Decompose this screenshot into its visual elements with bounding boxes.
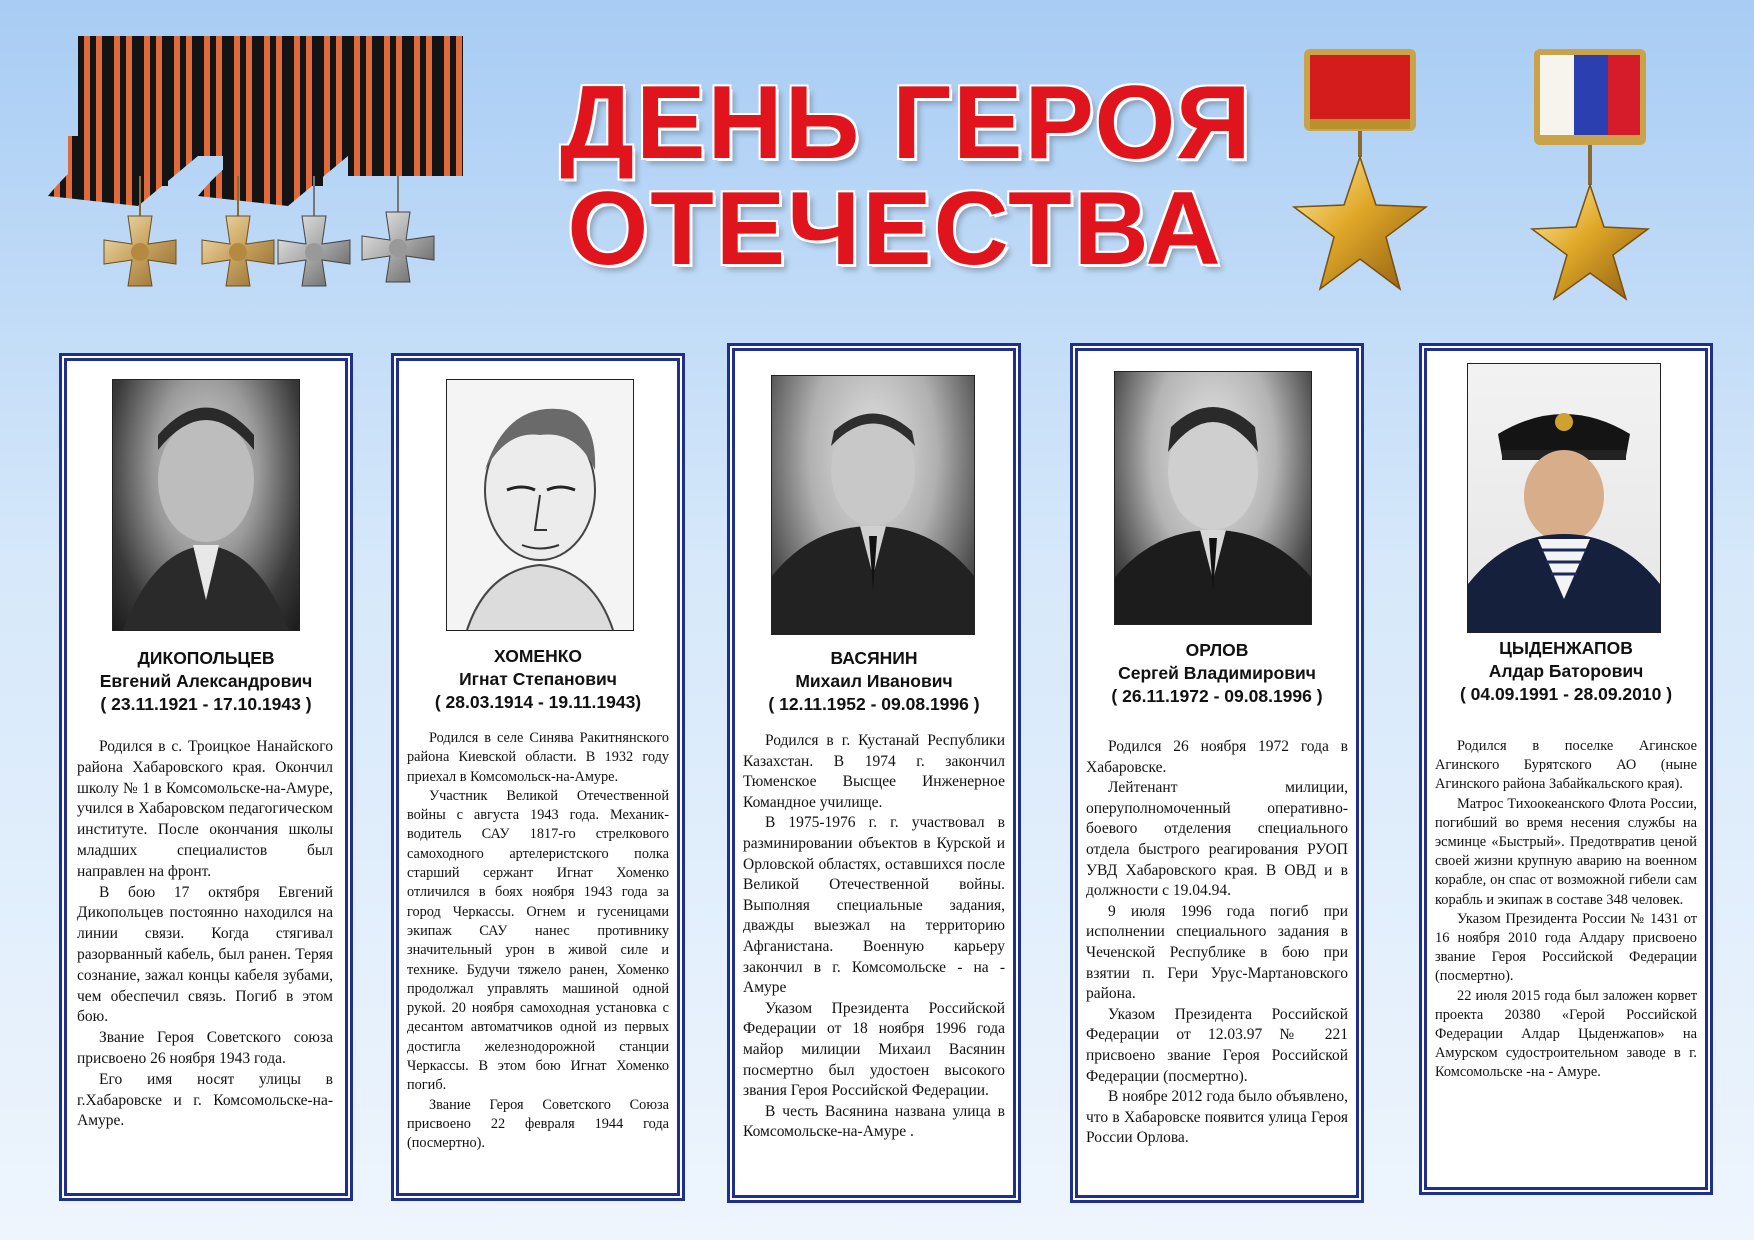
- bio-paragraph: Лейтенант милиции, оперуполномоченный оперативно-боевого отделения специального отдела быстрого реагирования РУОП УВД Хабаровского края. В ОВД и в должности с 19.04.94.: [1086, 779, 1348, 900]
- title-line-2: ОТЕЧЕСТВА: [567, 171, 1223, 287]
- bio-paragraph: В бою 17 октября Евгений Дикопольцев постоянно находился на линии связи. Когда стягивал разорванный кабель, был ранен. Теряя сознание, зажал концы кабеля зубами, чем обеспечил связь. Погиб в этом бою.: [77, 883, 333, 1026]
- hero-soviet-union-medal-icon: [1290, 45, 1430, 305]
- bio-paragraph: Родился 26 ноября 1972 года в Хабаровске.: [1086, 738, 1348, 776]
- hero-bio: [743, 731, 1005, 1143]
- bio-paragraph: В ноябре 2012 года было объявлено, что в Хабаровске появится улица Героя России Орлова.: [1086, 1088, 1348, 1147]
- hero-name: [1427, 637, 1705, 706]
- portrait-photo: [1114, 371, 1312, 625]
- hero-dates: ( 28.03.1914 - 19.11.1943): [434, 692, 642, 712]
- hero-dates: ( 12.11.1952 - 09.08.1996 ): [768, 694, 980, 714]
- hero-surname: ОРЛОВ: [1185, 640, 1249, 660]
- hero-given-name: Сергей Владимирович: [1118, 663, 1316, 683]
- portrait-photo: [1467, 363, 1661, 633]
- hero-dates: ( 04.09.1991 - 28.09.2010 ): [1459, 684, 1673, 704]
- hero-surname: ВАСЯНИН: [830, 648, 918, 668]
- hero-given-name: Михаил Иванович: [795, 671, 953, 691]
- hero-dates: ( 26.11.1972 - 09.08.1996 ): [1111, 686, 1323, 706]
- bio-paragraph: Указом Президента Российской Федерации от 18 ноября 1996 года майор милиции Михаил Васянин посмертно был удостоен высокого звания Героя Российской Федерации.: [743, 999, 1005, 1100]
- hero-name: [1078, 639, 1356, 708]
- bio-paragraph: 9 июля 1996 года погиб при исполнении специального задания в Чеченской Республике в бою при взятии п. Гери Урус-Мартановского района.: [1086, 902, 1348, 1003]
- bio-paragraph: В честь Васянина названа улица в Комсомольске-на-Амуре .: [743, 1102, 1005, 1141]
- hero-card-khomenko: [396, 358, 680, 1196]
- hero-surname: ЦЫДЕНЖАПОВ: [1499, 638, 1633, 658]
- bio-paragraph: Звание Героя Советского Союза присвоено 22 февраля 1944 года (посмертно).: [407, 1096, 669, 1152]
- hero-given-name: Игнат Степанович: [459, 669, 617, 689]
- hero-card-vasyanin: [732, 348, 1016, 1198]
- bio-paragraph: Родился в г. Кустанай Республики Казахстан. В 1974 г. закончил Тюменское Высщее Инженерное Командное училище.: [743, 732, 1005, 811]
- bio-paragraph: В 1975-1976 г. г. участвовал в разминировании объектов в Курской и Орловской областях, оставшихся после Великой Отечественной войны. Выполняя специальные задания, дважды выезжал на территорию Афганистана. Военную карьеру закончил в г. Комсомольске - на - Амуре: [743, 814, 1005, 997]
- hero-name: [67, 647, 345, 716]
- hero-card-tsydenzhapov: [1424, 348, 1708, 1190]
- bio-paragraph: Звание Героя Советского союза присвоено 26 ноября 1943 года.: [77, 1029, 333, 1067]
- hero-bio: [1086, 737, 1348, 1149]
- portrait-photo: [771, 375, 975, 635]
- hero-bio: [1435, 737, 1697, 1083]
- hero-dates: ( 23.11.1921 - 17.10.1943 ): [100, 694, 312, 714]
- hero-card-orlov: [1075, 348, 1359, 1198]
- bio-paragraph: 22 июля 2015 года был заложен корвет проекта 20380 «Герой Российской Федерации Алдар Цыденжапов» на Амурском судостроительном заводе в г. Комсомольске -на - Амуре.: [1435, 987, 1697, 1081]
- hero-russia-medal-icon: [1520, 45, 1660, 305]
- hero-name: [735, 647, 1013, 716]
- hero-bio: [77, 737, 333, 1132]
- hero-given-name: Евгений Александрович: [99, 671, 313, 691]
- st-george-ribbon-crosses-icon: [48, 36, 518, 326]
- portrait-photo: [112, 379, 300, 631]
- hero-name: [399, 645, 677, 714]
- bio-paragraph: Родился в селе Синява Ракитнянского района Киевской области. В 1932 году приехал в Комсомольск-на-Амуре.: [407, 730, 669, 785]
- hero-surname: ДИКОПОЛЬЦЕВ: [137, 648, 275, 668]
- bio-paragraph: Его имя носят улицы в г.Хабаровске и г. Комсомольске-на-Амуре.: [77, 1070, 333, 1130]
- hero-card-dikopoltsev: [64, 358, 348, 1196]
- bio-paragraph: Указом Президента России № 1431 от 16 ноября 2010 года Алдару присвоено звание Героя Российской Федерации (посмертно).: [1435, 910, 1697, 985]
- bio-paragraph: Указом Президента Российской Федерации от 12.03.97 № 221 присвоено звание Героя Российской Федерации (посмертно).: [1086, 1005, 1348, 1085]
- hero-bio: [407, 729, 669, 1154]
- bio-paragraph: Матрос Тихоокеанского Флота России, погибший во время несения службы на эсминце «Быстрый». Предотвратив ценой своей жизни крупную аварию на военном корабле, он спас от возможной гибели сам корабль и экипаж в составе 348 человек.: [1435, 795, 1697, 908]
- title-line-1: ДЕНЬ ГЕРОЯ: [560, 65, 1253, 181]
- portrait-drawing: [446, 379, 634, 631]
- poster-title: [560, 65, 1253, 287]
- bio-paragraph: Родился в с. Троицкое Нанайского района Хабаровского края. Окончил школу № 1 в Комсомольске-на-Амуре, учился в Хабаровском педагогическом институте. После окончания школы младших специалистов был направлен на фронт.: [77, 738, 333, 880]
- bio-paragraph: Участник Великой Отечественной войны с августа 1943 года. Механик-водитель САУ 1817-го стрелкового самоходного артелеристского полка старший сержант Игнат Хоменко отличился в боях ноября 1943 года за город Черкассы. Огнем и гусеницами экипаж САУ нанес противнику значительный урон в живой силе и технике. Будучи тяжело ранен, Хоменко продолжал управлять машиной одной рукой. 20 ноября самоходная установка с десантом автоматчиков одной из первых достигла железнодорожной станции Черкассы. В этом бою Игнат Хоменко погиб.: [407, 787, 669, 1094]
- hero-surname: ХОМЕНКО: [493, 646, 582, 666]
- hero-given-name: Алдар Баторович: [1488, 661, 1644, 681]
- bio-paragraph: Родился в поселке Агинское Агинского Бурятского АО (ныне Агинского района Забайкальского края).: [1435, 738, 1697, 793]
